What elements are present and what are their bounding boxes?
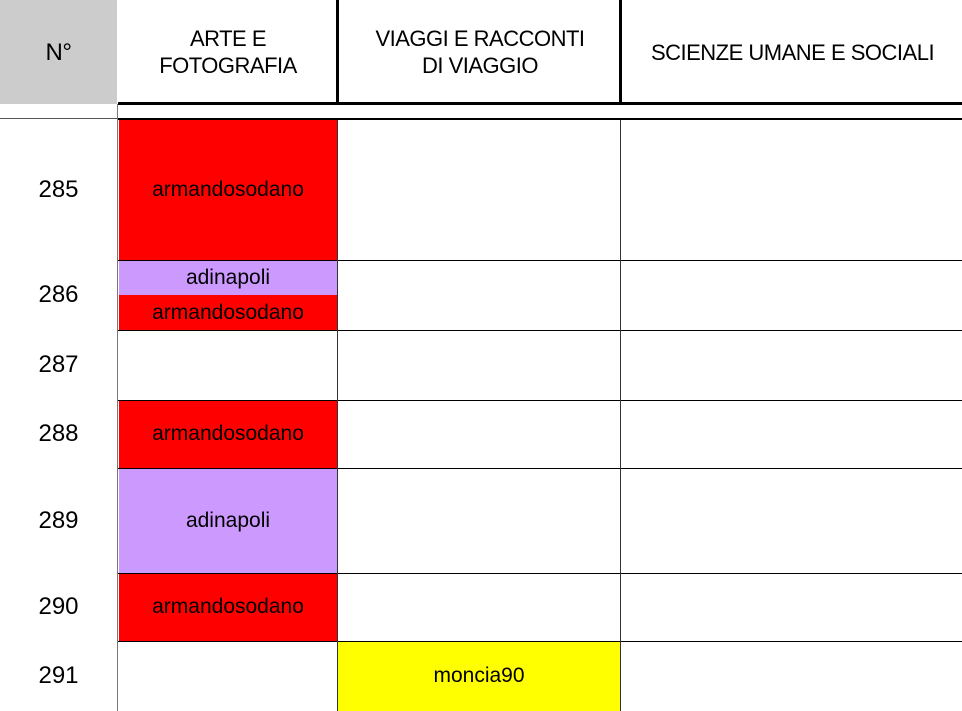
header-viaggi[interactable]	[339, 0, 621, 104]
cell-scienze[interactable]	[621, 330, 962, 400]
cell-arte[interactable]	[119, 468, 337, 573]
user-tag: armandosodano	[119, 120, 337, 260]
cell-arte[interactable]	[119, 641, 337, 711]
row-divider	[118, 330, 962, 331]
row-divider	[118, 468, 962, 469]
user-tag: armandosodano	[119, 400, 337, 468]
row-number[interactable]: 289	[38, 506, 79, 534]
column-divider	[620, 120, 621, 711]
header-gap-line	[0, 118, 118, 119]
header-divider	[619, 0, 622, 104]
header-num[interactable]: N°	[0, 0, 117, 104]
cell-scienze[interactable]	[621, 573, 962, 641]
table-row	[0, 260, 962, 330]
row-number[interactable]: 287	[38, 351, 79, 378]
cell-scienze[interactable]	[621, 260, 962, 330]
cell-viaggi[interactable]	[338, 468, 620, 573]
header-scienze-label: SCIENZE UMANE E SOCIALI	[650, 39, 935, 65]
column-divider	[117, 104, 118, 711]
table-row	[0, 468, 962, 573]
row-number[interactable]: 290	[38, 593, 79, 620]
table-row	[0, 400, 962, 468]
user-tag: armandosodano	[119, 573, 337, 641]
table-row	[0, 573, 962, 641]
user-tag: adinapoli	[119, 468, 337, 573]
cell-scienze[interactable]	[621, 641, 962, 711]
header-scienze[interactable]	[623, 0, 962, 104]
header-divider	[336, 0, 339, 104]
table-row	[0, 641, 962, 711]
table-row	[0, 120, 962, 260]
cell-viaggi[interactable]	[338, 573, 620, 641]
header-arte-fotografia[interactable]	[119, 0, 337, 104]
cell-scienze[interactable]	[621, 120, 962, 260]
row-number[interactable]: 285	[38, 176, 79, 203]
row-number[interactable]: 291	[38, 662, 79, 689]
cell-arte[interactable]	[119, 330, 337, 400]
user-tag: moncia90	[338, 641, 620, 711]
row-divider	[118, 400, 962, 401]
cell-viaggi[interactable]	[338, 400, 620, 468]
cell-scienze[interactable]	[621, 400, 962, 468]
cell-arte[interactable]	[119, 400, 337, 468]
cell-arte[interactable]	[119, 260, 337, 330]
cell-arte[interactable]	[119, 573, 337, 641]
cell-viaggi[interactable]	[338, 260, 620, 330]
cell-scienze[interactable]	[621, 468, 962, 573]
row-divider	[118, 641, 962, 642]
cell-viaggi[interactable]	[338, 120, 620, 260]
table-row	[0, 330, 962, 400]
row-divider	[118, 260, 962, 261]
user-tag: adinapoli	[119, 260, 337, 295]
cell-arte[interactable]	[119, 120, 337, 260]
row-divider	[118, 573, 962, 574]
row-number[interactable]: 286	[38, 281, 79, 308]
row-number[interactable]: 288	[38, 420, 79, 447]
header-viaggi-label: VIAGGI E RACCONTI DI VIAGGIO	[375, 26, 585, 78]
cell-viaggi[interactable]	[338, 330, 620, 400]
cell-viaggi[interactable]	[338, 641, 620, 711]
header-bottom-border	[118, 102, 962, 105]
column-divider	[337, 120, 338, 711]
header-arte-label: ARTE E FOTOGRAFIA	[159, 26, 297, 78]
user-tag: armandosodano	[119, 295, 337, 330]
